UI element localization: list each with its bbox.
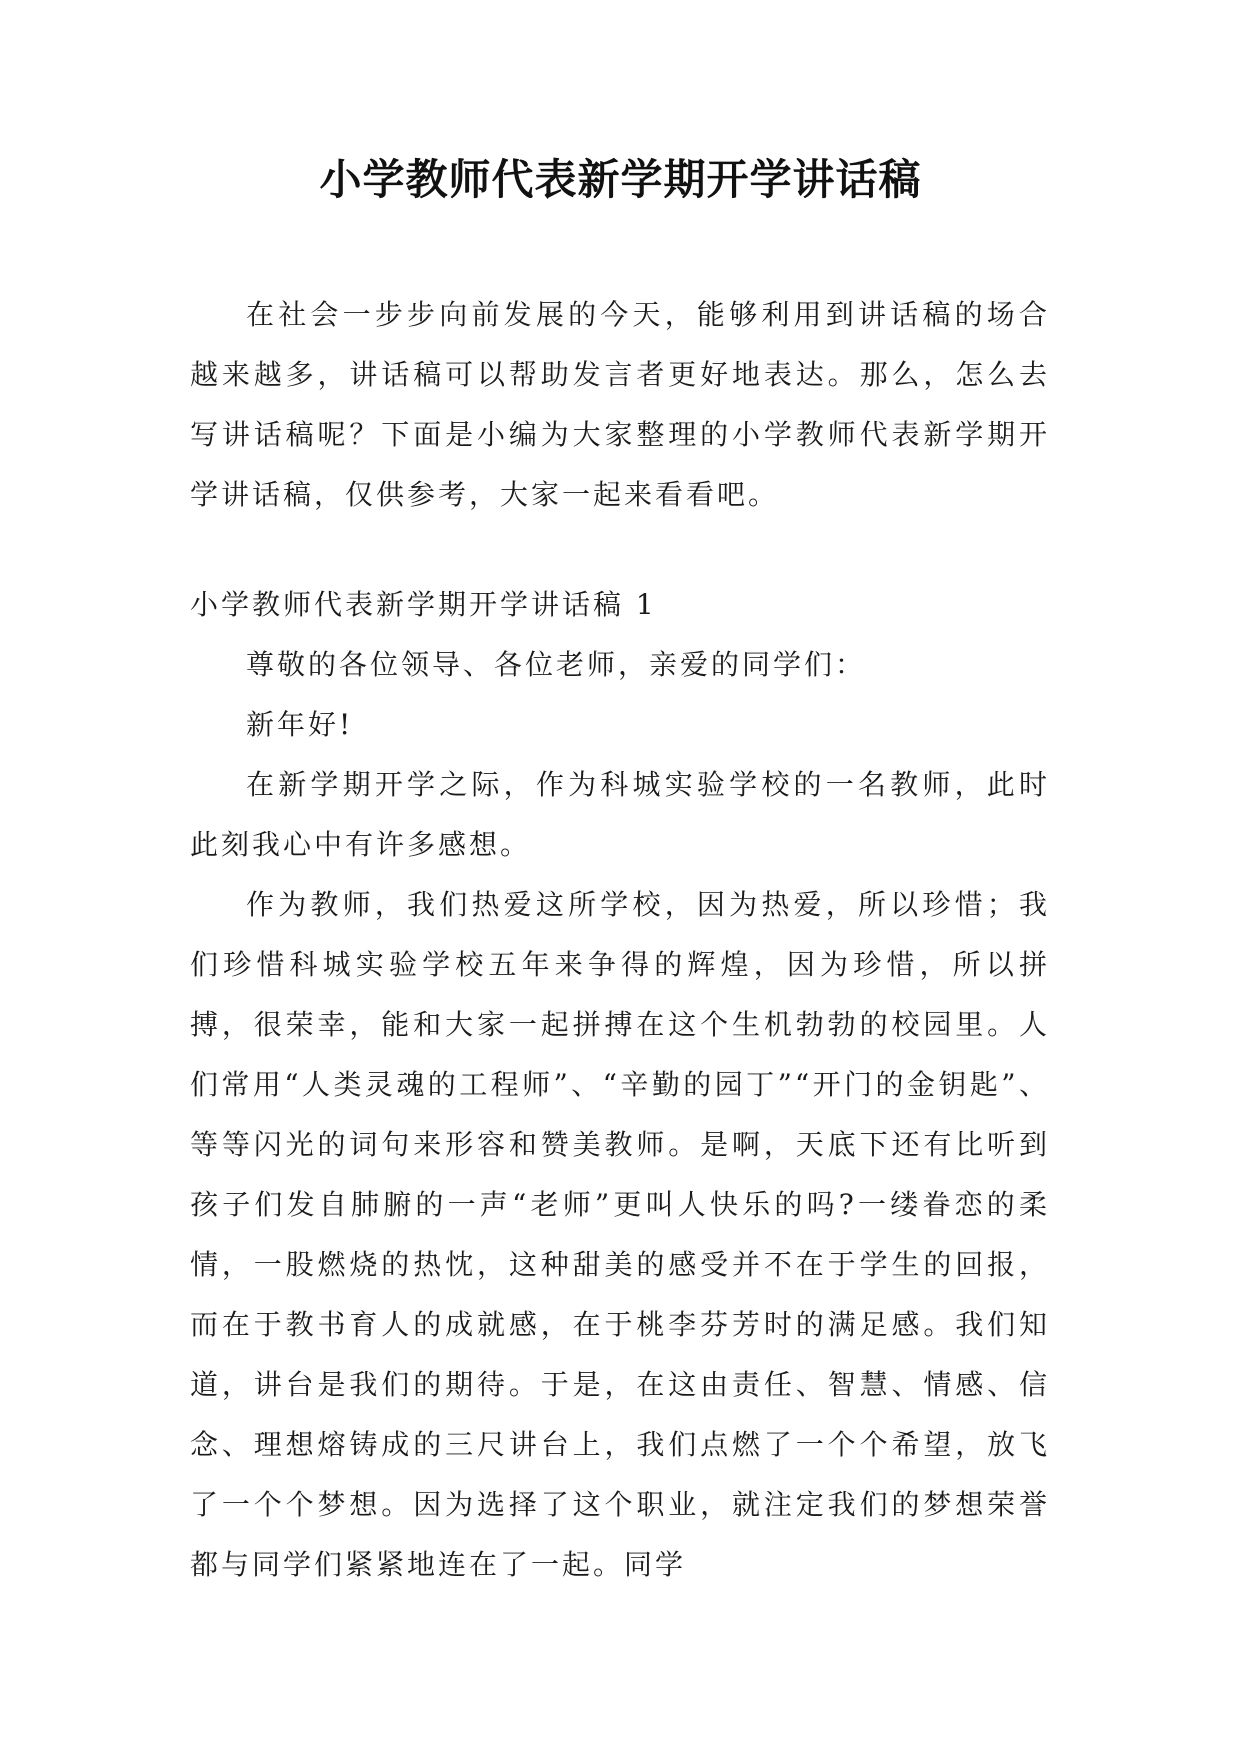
intro-paragraph: 在社会一步步向前发展的今天，能够利用到讲话稿的场合越来越多，讲话稿可以帮助发言者更好地表达。那么，怎么去写讲话稿呢？下面是小编为大家整理的小学教师代表新学期开学讲话稿，仅供参考，大家一起来看看吧。: [190, 298, 1050, 511]
speech-section: [190, 575, 1050, 1595]
salutation: 尊敬的各位领导、各位老师，亲爱的同学们：: [246, 648, 867, 681]
body-paragraph-1: 在新学期开学之际，作为科城实验学校的一名教师，此时此刻我心中有许多感想。: [190, 768, 1050, 861]
intro-section: [190, 285, 1050, 525]
section-heading: 小学教师代表新学期开学讲话稿 1: [190, 588, 657, 621]
greeting: 新年好!: [246, 708, 354, 741]
document-title: 小学教师代表新学期开学讲话稿: [319, 155, 922, 204]
body-paragraph-2: 作为教师，我们热爱这所学校，因为热爱，所以珍惜；我们珍惜科城实验学校五年来争得的辉煌，因为珍惜，所以拼搏，很荣幸，能和大家一起拼搏在这个生机勃勃的校园里。人们常用“人类灵魂的工程师”、“辛勤的园丁”“开门的金钥匙”、等等闪光的词句来形容和赞美教师。是啊，天底下还有比听到孩子们发自肺腑的一声“老师”更叫人快乐的吗?一缕眷恋的柔情，一股燃烧的热忱，这种甜美的感受并不在于学生的回报，而在于教书育人的成就感，在于桃李芬芳时的满足感。我们知道，讲台是我们的期待。于是，在这由责任、智慧、情感、信念、理想熔铸成的三尺讲台上，我们点燃了一个个希望，放飞了一个个梦想。因为选择了这个职业，就注定我们的梦想荣誉都与同学们紧紧地连在了一起。同学: [190, 888, 1050, 1581]
